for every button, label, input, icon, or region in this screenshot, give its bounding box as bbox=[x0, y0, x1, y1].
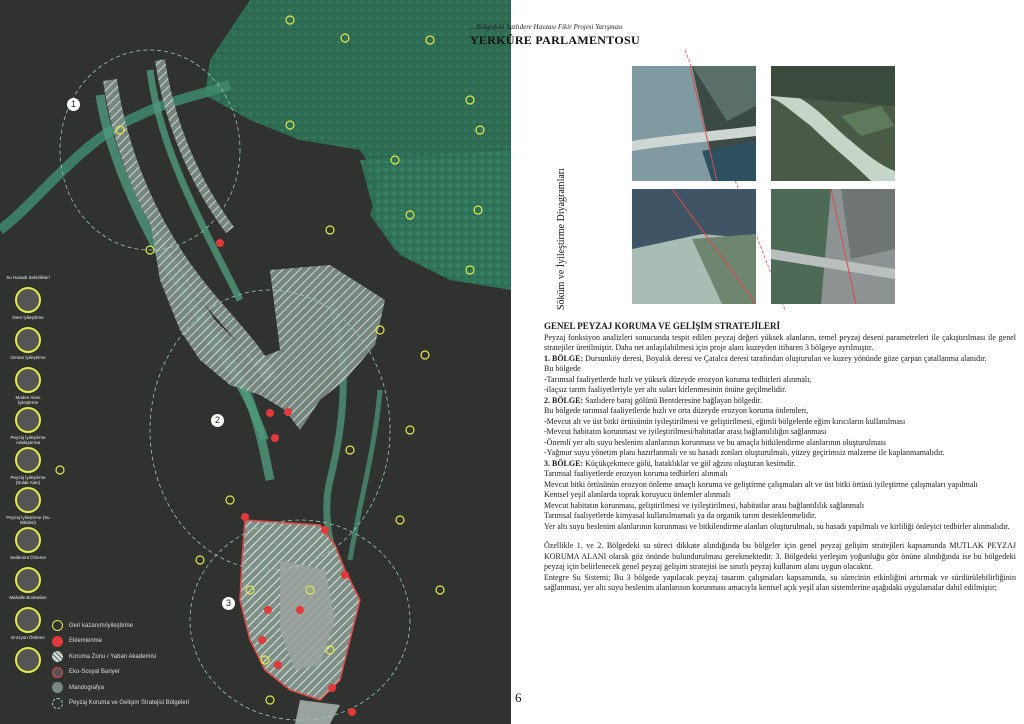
region-1-line: -ilaçsız tarım faaliyetleriyle yer altı suları kirlenmesinin önüne geçilmelidir. bbox=[544, 385, 787, 394]
legend-articulation: Eklemlenme bbox=[52, 634, 189, 650]
legend-item-water-harvest: Su Hasadı Sekizlikleri bbox=[6, 275, 50, 315]
site-map bbox=[0, 0, 511, 724]
wetland-icon bbox=[15, 487, 41, 513]
region-3-line: Mevcut bitki örtüsünün erozyon önleme amaçlı koruma ve geliştirme çalışmaları alt ve üst bitki örtüsü iyileştirme çalışmaları yapılmalı bbox=[544, 479, 978, 489]
legend-item-erosion: Erozyon Önleme bbox=[6, 635, 50, 675]
competition-subtitle: ...Bölgedeki Sazlıdere Havzası Fikir Projesi Yarışması bbox=[471, 23, 623, 31]
water-harvest-icon bbox=[15, 287, 41, 313]
region-3-line: Tarımsal faaliyetlerde kimyasal kullanılmamalı ya da organik tarım desteklenmelidir. bbox=[544, 511, 817, 520]
legend-protection-zone: Koruma Zonu / Yaban Akademisi bbox=[52, 649, 189, 665]
region-2-line: -Yağmur suyu yönetim planı hazırlanmalı ve su hasadı zonları oluşturulmalı, yüzey geçirimsiz malzeme ile kaplanmamalıdır. bbox=[544, 448, 945, 457]
legend-item-stream: Dere İyileştirme bbox=[6, 315, 50, 355]
region-2-line: -Mevcut alt ve üst bitki örtüsünün iyileştirilmesi ve geliştirilmesi, eğimli bölgelerde eğim kırıcıların kullanılması bbox=[544, 416, 906, 426]
region-3-line: Tarımsal faaliyetlerde erozyon koruma tedbirleri alınmalı bbox=[544, 469, 728, 478]
region-number-2: 2 bbox=[211, 414, 224, 427]
legend-item-island: Peyzaj İyileştirme Adalaştırma bbox=[6, 435, 50, 475]
integrated-water-paragraph: Entegre Su Sistemi; Bu 3 bölgede yapılacak peyzaj tasarım çalışmaları kapsamında, su sürecinin etkinliğini artırmak ve sürdürülebilirliğinin sağlanması, yer altı suyu beslenim alanlarının korunması amacıyla kentsel açık yeşil alan sistemlerine aşağıdaki uygulamalar dahil edilmiştir; bbox=[544, 572, 1016, 592]
section-heading: GENEL PEYZAJ KORUMA VE GELİŞİM STRATEJİLERİ bbox=[544, 321, 780, 331]
legend-item-garden: Mahalle Bostanları bbox=[6, 595, 50, 635]
dashed-circle-icon bbox=[52, 698, 63, 709]
diagram-photo-4 bbox=[771, 189, 895, 304]
diagram-photo-3 bbox=[632, 189, 756, 304]
region-number-3: 3 bbox=[222, 597, 235, 610]
legend-rehabilitation: Geri kazanım/iyileştirme bbox=[52, 618, 189, 634]
legend-item-aquatic: Peyzaj İyileştirme (Su Bitkileri) bbox=[6, 515, 50, 555]
region-number-1: 1 bbox=[67, 98, 80, 111]
stream-icon bbox=[15, 327, 41, 353]
diagram-photo-2 bbox=[771, 66, 895, 181]
closing-paragraph: Özellikle 1. ve 2. Bölgedeki su süreci dikkate alındığında bu bölgeler için genel peyzaj gelişim stratejileri kapsamında MUTLAK PEYZAJ KORUMA ALANI olarak göz önünde bulundurulması gerekmektedir. 3. Bölgedeki yerleşim yoğunluğu göz önüne alındığında ise bu bölgedeki peyzaj için belirlenecek genel peyzaj gelişim stratejisi ise sınırlı peyzaj kullanım alanı uygun olacaktır. bbox=[544, 541, 1016, 571]
island-icon bbox=[15, 447, 41, 473]
region-1-line: Bu bölgede bbox=[544, 364, 581, 373]
page-number: 6 bbox=[515, 690, 522, 705]
map-legend bbox=[52, 618, 189, 711]
erosion-icon bbox=[15, 647, 41, 673]
red-line-icon bbox=[52, 667, 63, 678]
diagram-photo-1 bbox=[632, 66, 756, 181]
region-3-line: Mevcut habitatın korunması, geliştirilmesi ve iyileştirilmesi, habitatlar arası bağlantılılık sağlanmalı bbox=[544, 500, 865, 510]
mine-icon bbox=[15, 407, 41, 433]
legend-item-wetland: Peyzaj İyileştirme (Sulak Alan) bbox=[6, 475, 50, 515]
forest-icon bbox=[15, 367, 41, 393]
hatch-icon bbox=[52, 651, 63, 662]
region-1-title: 1. BÖLGE: Dursunköy deresi, Boyalık deresi ve Çatalca deresi tarafından oluşturulan ve kuzey yönünde göze çarpan çatallanma alanıdır. bbox=[544, 353, 987, 363]
yellow-ring-icon bbox=[52, 620, 63, 631]
legend-eco-barrier: Eko-Sosyal Bariyer bbox=[52, 665, 189, 681]
legend-item-sediment: Sediment Önleme bbox=[6, 555, 50, 595]
legend-item-mine: Maden Alanı İyileştirme bbox=[6, 395, 50, 435]
diagram-side-label: Söküm ve İyileştirme Diyagramları bbox=[556, 168, 567, 310]
region-2-line: Bu bölgede tarımsal faaliyetlerde hızlı ve orta düzeyde erozyon koruma önlemleri, bbox=[544, 406, 809, 415]
legend-item-forest: Orman İyileştirme bbox=[6, 355, 50, 395]
region-2-title: 2. BÖLGE: Sazlıdere baraj gölünü Bentderesine bağlayan bölgedir. bbox=[544, 395, 762, 405]
region-3-line: Kentsel yeşil alanlarda toprak koruyucu önlemler alınmalı bbox=[544, 490, 731, 499]
region-1-line: -Tarımsal faaliyetlerde hızlı ve yüksek düzeyde erozyon koruma tedbirleri alınmalı, bbox=[544, 374, 812, 384]
garden-icon bbox=[15, 607, 41, 633]
project-title: YERKÜRE PARLAMENTOSU bbox=[470, 33, 640, 47]
sediment-icon bbox=[15, 567, 41, 593]
strategy-legend bbox=[6, 275, 50, 675]
region-2-line: -Mevcut habitatın korunması ve iyileştirilmesi/habitatlar arası bağlantılılığın sağlanması bbox=[544, 427, 827, 436]
red-dot-icon bbox=[52, 636, 63, 647]
legend-mandography: Mandografya bbox=[52, 680, 189, 696]
legend-strategy-regions: Peyzaj Koruma ve Gelişim Stratejisi Bölgeleri bbox=[52, 696, 189, 712]
aquatic-plant-icon bbox=[15, 527, 41, 553]
region-2-line: -Önemli yer altı suyu beslenim alanlarının korunması ve bu amaçla bitkilendirme alanlarının oluşturulması bbox=[544, 437, 887, 447]
strategy-text bbox=[544, 321, 1016, 594]
region-3-title: 3. BÖLGE: Küçükçekmece gölü, bataklıklar ve göl ağzını oluşturan kesimdir. bbox=[544, 458, 796, 468]
grey-fill-icon bbox=[52, 682, 63, 693]
region-3-line: Yer altı suyu beslenim alanlarının korunması ve bitkilendirme alanları oluşturulmalı, su hasadı yapılmalı ve kirliliği önleyici tedbirler alınmalıdır. bbox=[544, 521, 1010, 531]
intro-paragraph: Peyzaj fonksiyon analizleri sonucunda tespit edilen peyzaj değeri yüksek alanların, temel peyzaj deseni parametreleri ile çakıştırılması ile genel stratejiler üretilmiştir. Daha net anlaşılabilmesi için proje alanı kuzeyden itibaren 3 bölgeye ayrılmıştır. bbox=[544, 332, 1016, 352]
